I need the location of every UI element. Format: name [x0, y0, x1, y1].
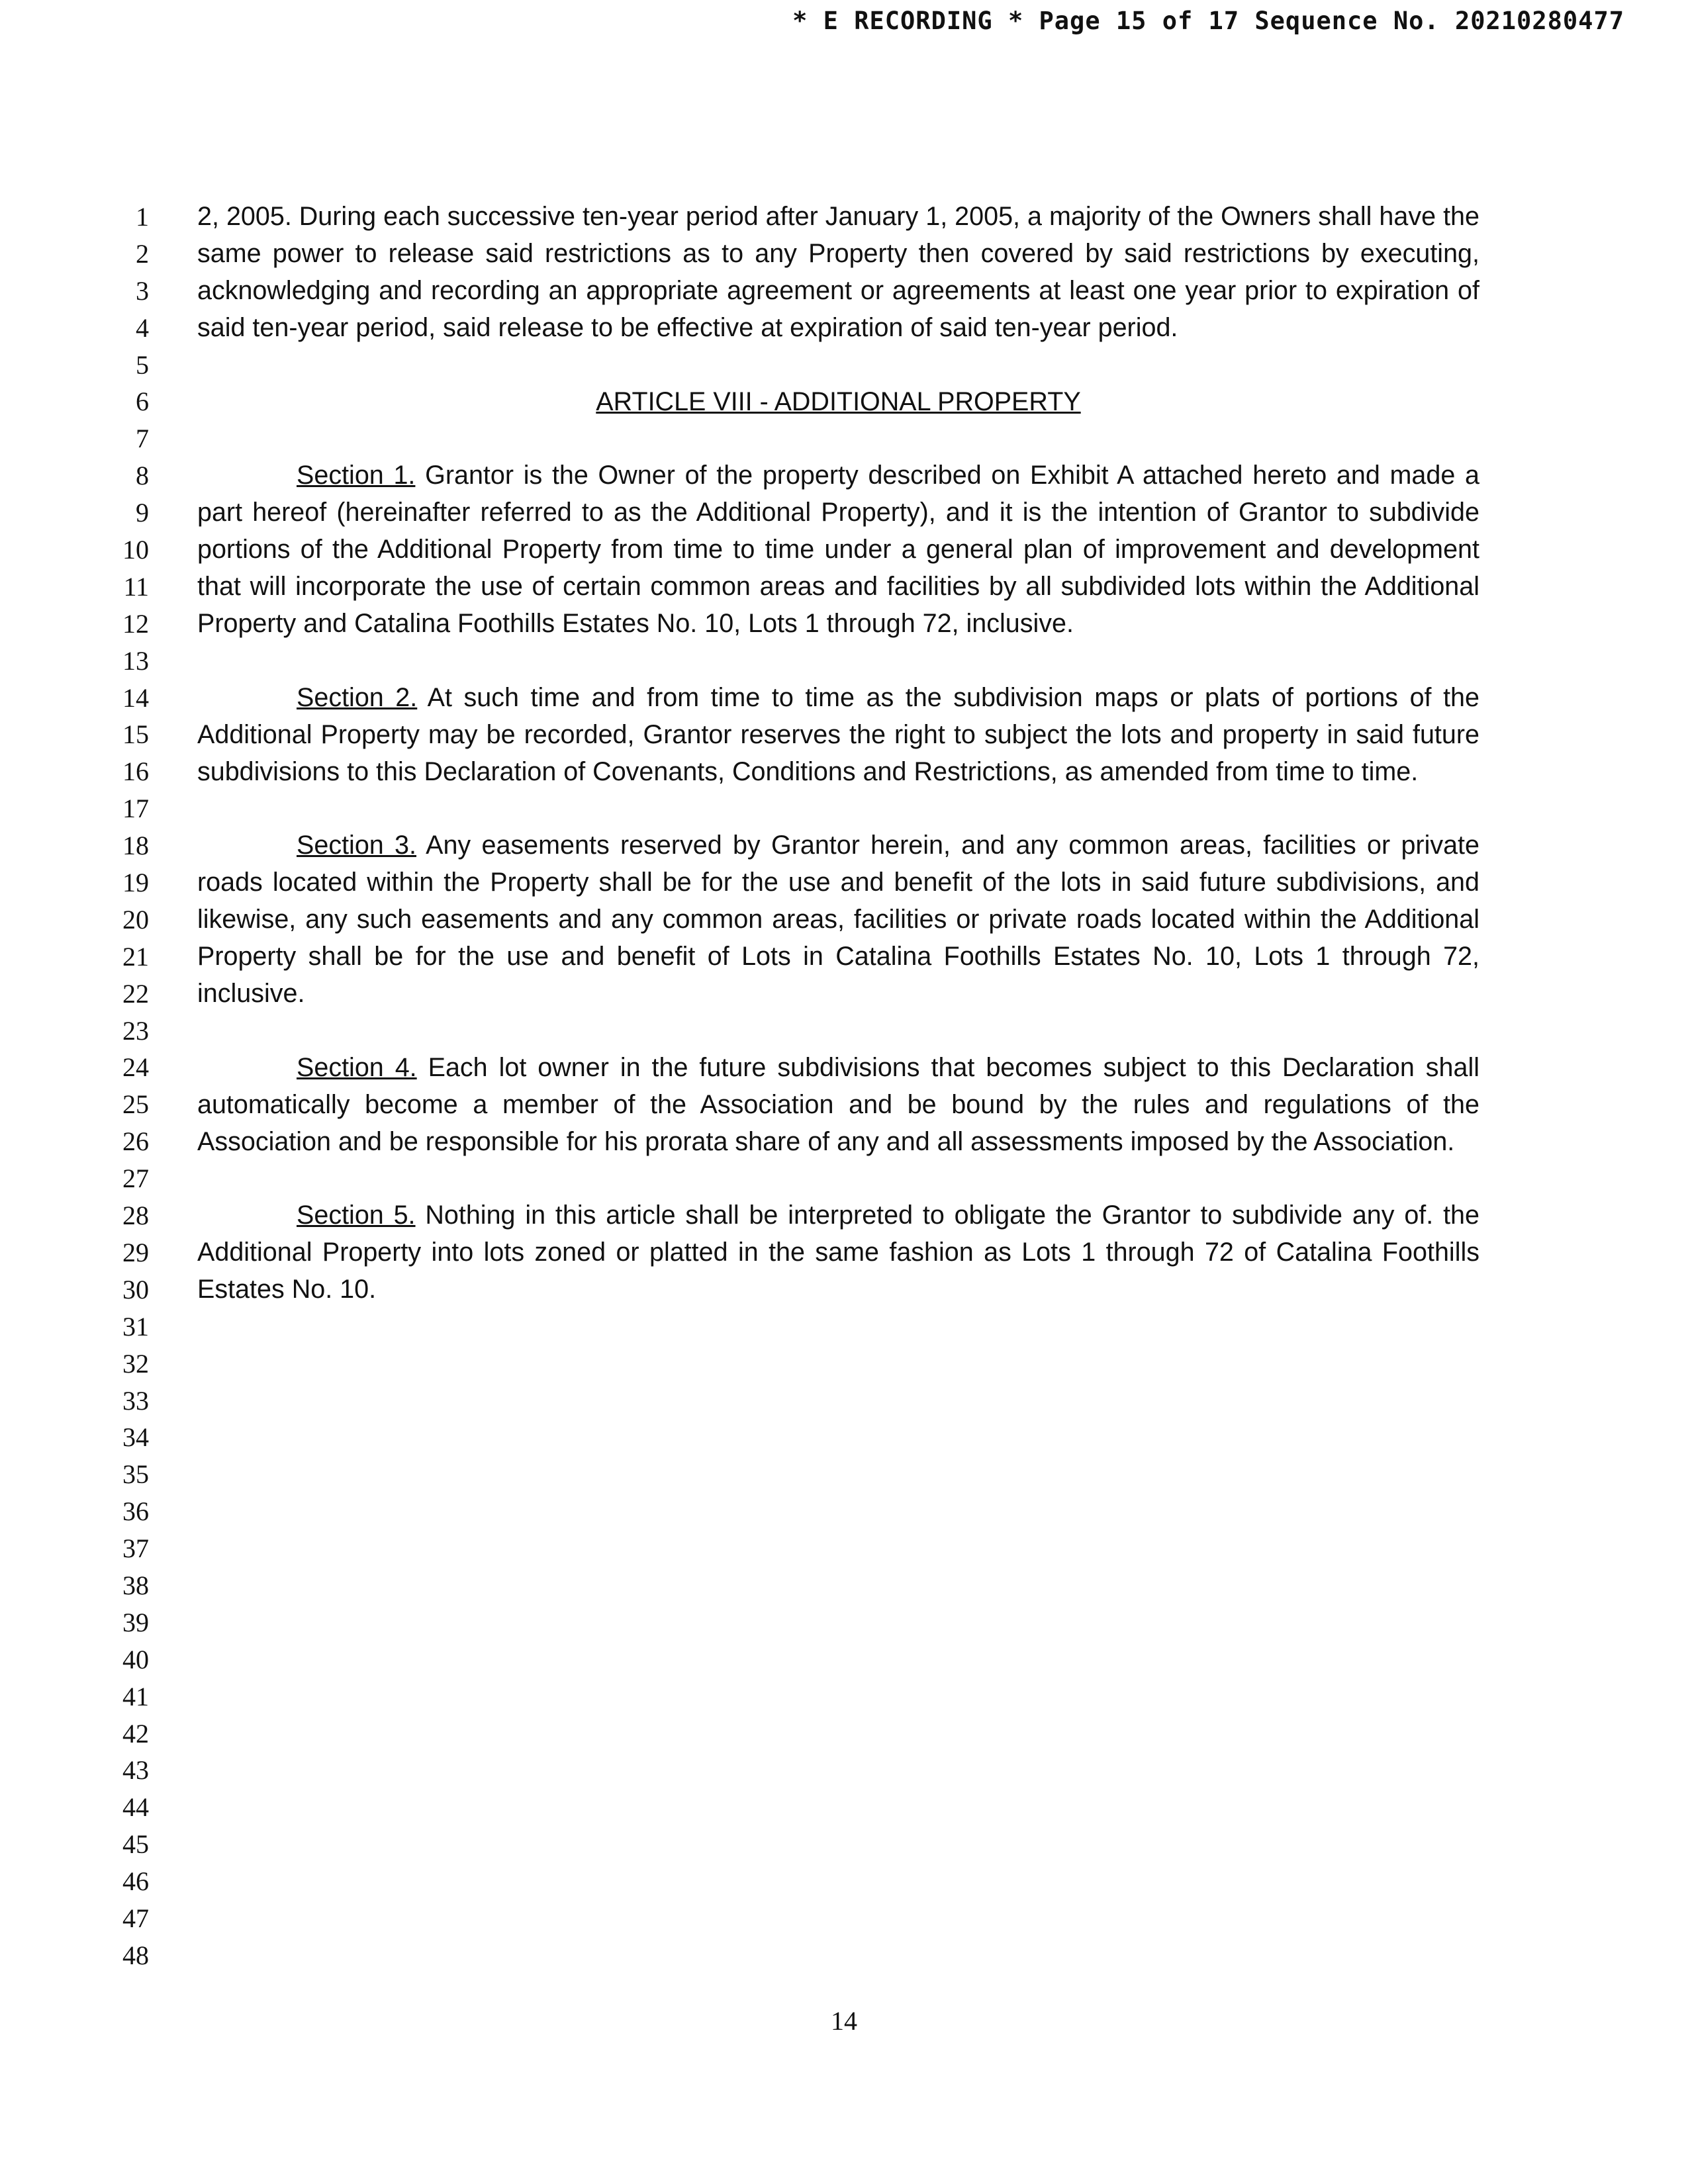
- line-number: 43: [122, 1755, 149, 1786]
- section-1-paragraph: [197, 457, 1479, 643]
- intro-paragraph: 2, 2005. During each successive ten-year period after January 1, 2005, a majority of the Owners shall have the same power to release said restrictions as to any Property then covered by said restrictions by executing, acknowledging and recording an appropriate agreement or agreements at least one year prior to expiration of said ten-year period, said release to be effective at expiration of said ten-year period.: [197, 202, 1479, 342]
- line-number: 11: [123, 571, 149, 602]
- article-heading: ARTICLE VIII - ADDITIONAL PROPERTY: [596, 387, 1081, 416]
- line-number: 25: [122, 1089, 149, 1120]
- line-number: 10: [122, 535, 149, 565]
- page-number: 14: [831, 2006, 857, 2036]
- line-number: 30: [122, 1274, 149, 1304]
- line-number: 39: [122, 1607, 149, 1637]
- recording-stamp: * E RECORDING * Page 15 of 17 Sequence No. 20210280477: [792, 7, 1624, 35]
- section-label: Section 4.: [297, 1052, 417, 1082]
- line-number: 13: [122, 645, 149, 676]
- section-label: Section 3.: [297, 831, 416, 860]
- line-number: 7: [136, 424, 149, 454]
- line-number: 26: [122, 1126, 149, 1157]
- line-number: 41: [122, 1681, 149, 1711]
- line-number: 42: [122, 1718, 149, 1749]
- section-3-paragraph: [197, 827, 1479, 1013]
- line-number: 48: [122, 1940, 149, 1970]
- line-number: 29: [122, 1237, 149, 1267]
- line-number: 5: [136, 349, 149, 380]
- line-number: 22: [122, 978, 149, 1009]
- line-number: 44: [122, 1792, 149, 1823]
- line-number: 31: [122, 1311, 149, 1342]
- line-number: 40: [122, 1644, 149, 1674]
- section-text: Grantor is the Owner of the property described on Exhibit A attached hereto and made a part hereof (hereinafter referred to as the Additional Property), and it is the intention of Grantor to subdivide portions of the Additional Property from time to time under a general plan of improvement and development that will incorporate the use of certain common areas and facilities by all subdivided lots within the Additional Property and Catalina Foothills Estates No. 10, Lots 1 through 72, inclusive.: [197, 461, 1479, 638]
- line-number: 35: [122, 1459, 149, 1490]
- line-number: 32: [122, 1348, 149, 1379]
- line-number: 36: [122, 1496, 149, 1527]
- line-number: 9: [136, 498, 149, 528]
- line-number: 3: [136, 275, 149, 306]
- line-number: 45: [122, 1829, 149, 1860]
- document-body: [197, 199, 1479, 1345]
- line-number: 15: [122, 719, 149, 750]
- section-text: Each lot owner in the future subdivisions that becomes subject to this Declaration shall automatically become a member of the Association and be bound by the rules and regulations of the Association and be responsible for his prorata share of any and all assessments imposed by the Association.: [197, 1052, 1479, 1156]
- line-number: 34: [122, 1422, 149, 1453]
- line-number: 46: [122, 1866, 149, 1897]
- section-5-paragraph: [197, 1197, 1479, 1308]
- line-number: 8: [136, 461, 149, 491]
- section-2-paragraph: [197, 680, 1479, 791]
- line-number: 20: [122, 904, 149, 934]
- line-number: 21: [122, 941, 149, 972]
- line-number: 1: [136, 202, 149, 232]
- line-number: 27: [122, 1163, 149, 1194]
- line-number: 23: [122, 1015, 149, 1046]
- line-number: 12: [122, 608, 149, 639]
- section-4-paragraph: [197, 1050, 1479, 1161]
- section-label: Section 1.: [297, 461, 416, 490]
- line-number: 18: [122, 831, 149, 861]
- section-label: Section 5.: [297, 1201, 416, 1230]
- line-number: 33: [122, 1385, 149, 1416]
- line-number: 37: [122, 1533, 149, 1564]
- line-number-gutter: [99, 199, 149, 1974]
- line-number: 28: [122, 1201, 149, 1231]
- section-text: Any easements reserved by Grantor herein, and any common areas, facilities or private roads located within the Property shall be for the use and benefit of the lots in said future subdivisions, and likewise, any such easements and any common areas, facilities or private roads located within the Additional Property shall be for the use and benefit of Lots in Catalina Foothills Estates No. 10, Lots 1 through 72, inclusive.: [197, 831, 1480, 1008]
- line-number: 2: [136, 238, 149, 269]
- line-number: 4: [136, 312, 149, 343]
- line-number: 14: [122, 682, 149, 713]
- line-number: 17: [122, 794, 149, 824]
- section-label: Section 2.: [297, 682, 418, 712]
- line-number: 47: [122, 1903, 149, 1933]
- line-number: 38: [122, 1570, 149, 1600]
- section-text: Nothing in this article shall be interpreted to obligate the Grantor to subdivide any of. the Additional Property into lots zoned or platted in the same fashion as Lots 1 through 72 of Catalina Foothills Estates No. 10.: [197, 1201, 1479, 1304]
- line-number: 6: [136, 387, 149, 417]
- section-text: At such time and from time to time as the subdivision maps or plats of portions of the Additional Property may be recorded, Grantor reserves the right to subject the lots and property in said future subdivisions to this Declaration of Covenants, Conditions and Restrictions, as amended from time to time.: [197, 682, 1479, 786]
- line-number: 24: [122, 1052, 149, 1083]
- line-number: 19: [122, 868, 149, 898]
- line-number: 16: [122, 756, 149, 787]
